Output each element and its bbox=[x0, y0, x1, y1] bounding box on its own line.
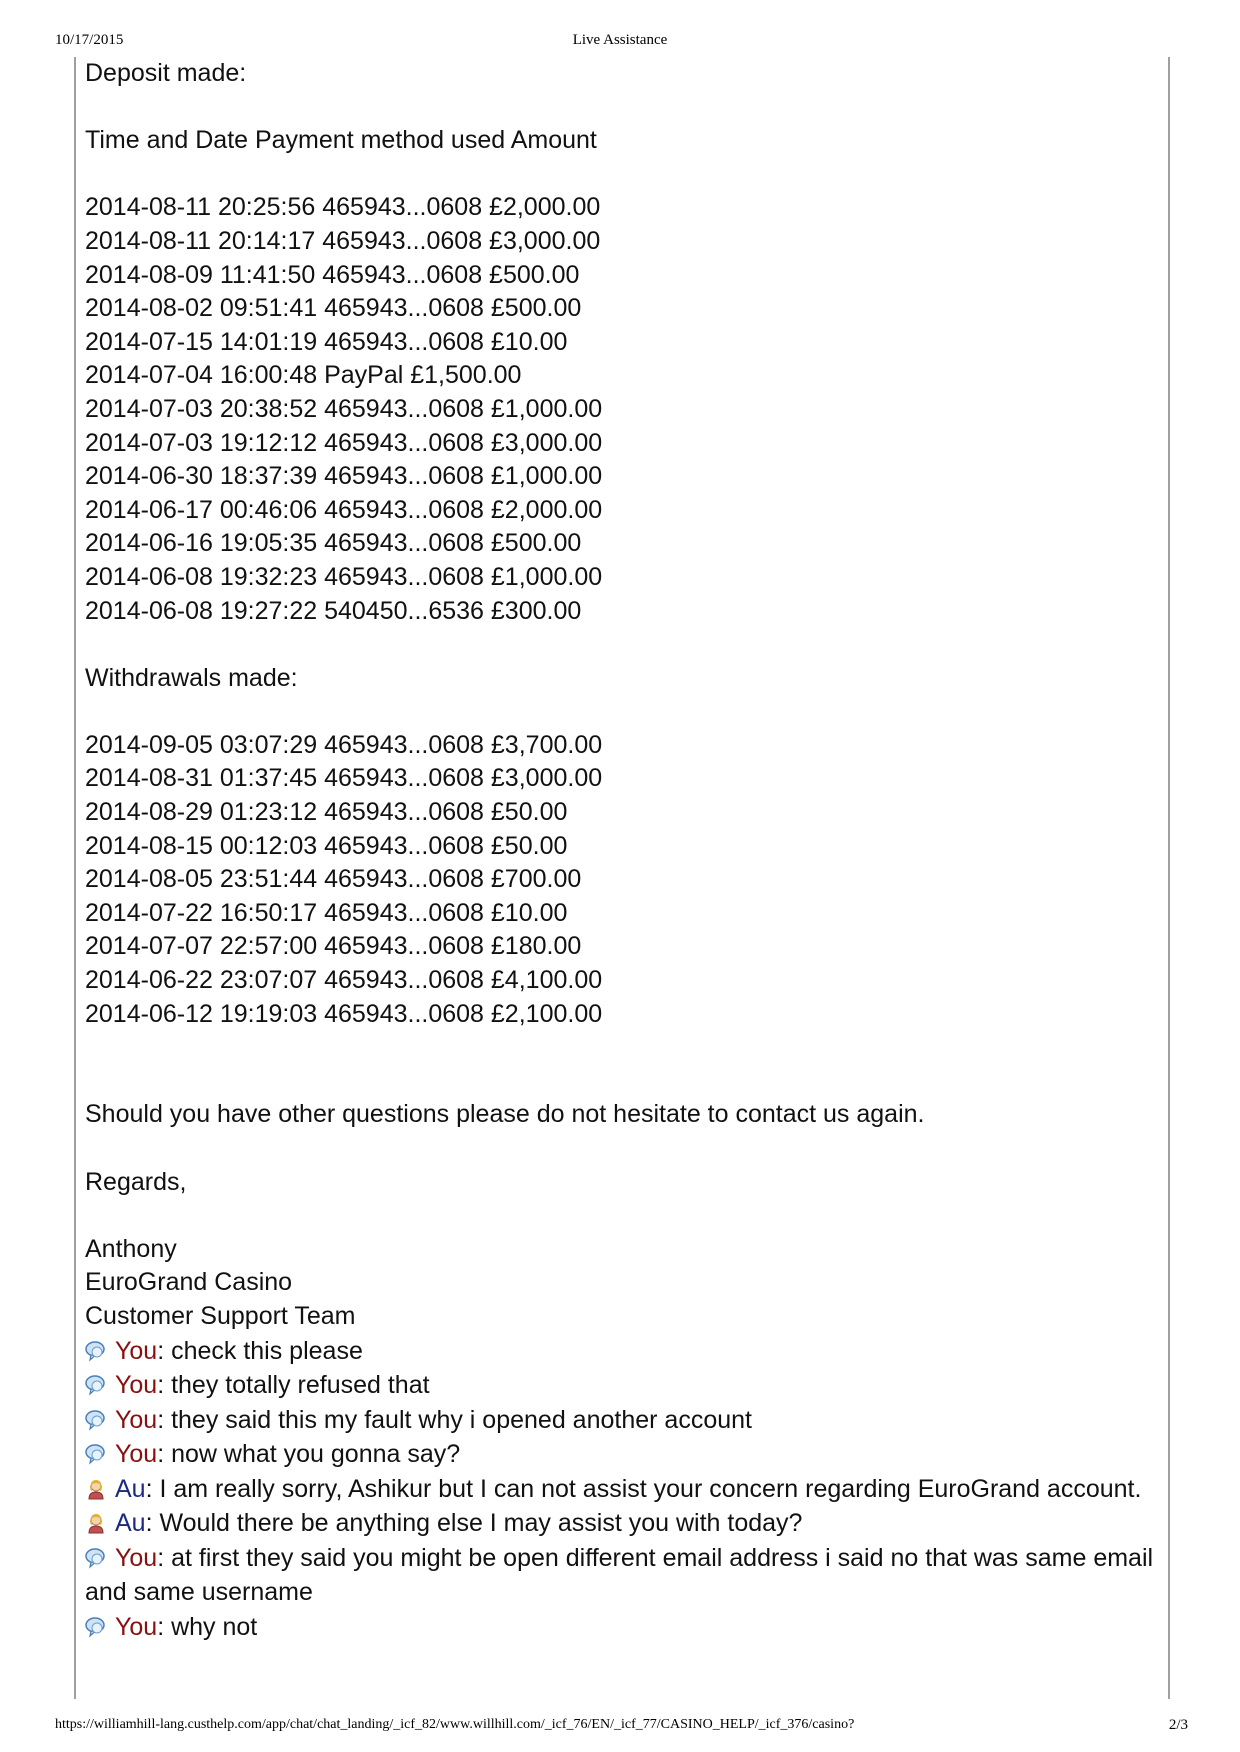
withdrawal-row: 2014-08-05 23:51:44 465943...0608 £700.00 bbox=[85, 865, 582, 894]
chat-text: : I am really sorry, Ashikur but I can not assist your concern regarding EuroGrand account. bbox=[145, 1474, 1142, 1503]
withdrawal-row: 2014-06-22 23:07:07 465943...0608 £4,100.00 bbox=[85, 966, 603, 995]
deposit-row: 2014-08-02 09:51:41 465943...0608 £500.00 bbox=[85, 294, 582, 323]
chat-bubble-icon bbox=[85, 1443, 107, 1465]
speaker-name: Au bbox=[115, 1474, 146, 1503]
spacer bbox=[85, 628, 1160, 662]
speaker-name: You bbox=[115, 1440, 158, 1469]
chat-text: : they said this my fault why i opened another account bbox=[157, 1405, 752, 1434]
spacer bbox=[85, 695, 1160, 729]
chat-message-agent bbox=[85, 1506, 1160, 1541]
speaker-name: You bbox=[115, 1612, 158, 1641]
chat-message-user bbox=[85, 1541, 1160, 1610]
frame-right-border bbox=[1168, 57, 1170, 1699]
speaker-name: You bbox=[115, 1543, 158, 1572]
deposit-row: 2014-06-16 19:05:35 465943...0608 £500.00 bbox=[85, 529, 582, 558]
agent-avatar-icon bbox=[85, 1478, 107, 1500]
deposit-row: 2014-06-17 00:46:06 465943...0608 £2,000.00 bbox=[85, 495, 603, 524]
withdrawal-row: 2014-09-05 03:07:29 465943...0608 £3,700.00 bbox=[85, 730, 603, 759]
chat-text: : now what you gonna say? bbox=[157, 1440, 461, 1469]
deposit-row: 2014-08-11 20:14:17 465943...0608 £3,000.00 bbox=[85, 226, 601, 255]
page-number: 2/3 bbox=[1168, 1717, 1188, 1733]
regards-text: Regards, bbox=[85, 1167, 187, 1196]
signature-company: EuroGrand Casino bbox=[85, 1268, 293, 1297]
chat-text: : at first they said you might be open different email address i said no that was same email and same username bbox=[85, 1543, 1154, 1607]
deposit-row: 2014-08-11 20:25:56 465943...0608 £2,000.00 bbox=[85, 193, 601, 222]
chat-message-user bbox=[85, 1334, 1160, 1369]
withdrawal-row: 2014-08-31 01:37:45 465943...0608 £3,000.00 bbox=[85, 764, 603, 793]
spacer bbox=[85, 1031, 1160, 1098]
chat-message-user bbox=[85, 1403, 1160, 1438]
deposit-row: 2014-07-03 20:38:52 465943...0608 £1,000.00 bbox=[85, 394, 603, 423]
chat-bubble-icon bbox=[85, 1409, 107, 1431]
speaker-name: You bbox=[115, 1405, 158, 1434]
signature-name: Anthony bbox=[85, 1234, 177, 1263]
deposit-list bbox=[85, 191, 1160, 628]
chat-bubble-icon bbox=[85, 1374, 107, 1396]
speaker-name: You bbox=[115, 1371, 158, 1400]
chat-text: : why not bbox=[157, 1612, 258, 1641]
spacer bbox=[85, 91, 1160, 125]
spacer bbox=[85, 1132, 1160, 1166]
print-header bbox=[0, 32, 1240, 52]
withdrawal-list bbox=[85, 729, 1160, 1031]
agent-avatar-icon bbox=[85, 1512, 107, 1534]
print-date: 10/17/2015 bbox=[55, 32, 124, 48]
closing-text: Should you have other questions please do not hesitate to contact us again. bbox=[85, 1100, 925, 1129]
chat-message-agent bbox=[85, 1472, 1160, 1507]
frame-left-border bbox=[74, 57, 76, 1699]
chat-transcript bbox=[85, 57, 1160, 1644]
deposits-heading: Deposit made: bbox=[85, 59, 247, 87]
withdrawals-heading: Withdrawals made: bbox=[85, 663, 298, 692]
deposit-row: 2014-06-30 18:37:39 465943...0608 £1,000.00 bbox=[85, 462, 603, 491]
withdrawal-row: 2014-08-15 00:12:03 465943...0608 £50.00 bbox=[85, 831, 568, 860]
chat-bubble-icon bbox=[85, 1616, 107, 1638]
deposit-row: 2014-07-04 16:00:48 PayPal £1,500.00 bbox=[85, 361, 522, 390]
table-header: Time and Date Payment method used Amount bbox=[85, 126, 597, 155]
withdrawal-row: 2014-07-22 16:50:17 465943...0608 £10.00 bbox=[85, 898, 568, 927]
chat-message-user bbox=[85, 1610, 1160, 1645]
withdrawal-row: 2014-07-07 22:57:00 465943...0608 £180.00 bbox=[85, 932, 582, 961]
deposit-row: 2014-08-09 11:41:50 465943...0608 £500.00 bbox=[85, 260, 580, 289]
chat-text: : Would there be anything else I may assist you with today? bbox=[145, 1509, 803, 1538]
deposit-row: 2014-06-08 19:27:22 540450...6536 £300.00 bbox=[85, 596, 582, 625]
signature-team: Customer Support Team bbox=[85, 1301, 356, 1330]
chat-bubble-icon bbox=[85, 1547, 107, 1569]
chat-text: : they totally refused that bbox=[157, 1371, 430, 1400]
speaker-name: You bbox=[115, 1336, 158, 1365]
chat-text: : check this please bbox=[157, 1336, 363, 1365]
spacer bbox=[85, 1199, 1160, 1233]
chat-messages bbox=[85, 1334, 1160, 1645]
deposit-row: 2014-06-08 19:32:23 465943...0608 £1,000.00 bbox=[85, 562, 603, 591]
speaker-name: Au bbox=[115, 1509, 146, 1538]
deposit-row: 2014-07-03 19:12:12 465943...0608 £3,000.00 bbox=[85, 428, 603, 457]
chat-message-user bbox=[85, 1437, 1160, 1472]
deposit-row: 2014-07-15 14:01:19 465943...0608 £10.00 bbox=[85, 327, 568, 356]
spacer bbox=[85, 158, 1160, 192]
withdrawal-row: 2014-06-12 19:19:03 465943...0608 £2,100.00 bbox=[85, 999, 603, 1028]
chat-bubble-icon bbox=[85, 1340, 107, 1362]
print-title: Live Assistance bbox=[572, 32, 668, 48]
chat-message-user bbox=[85, 1368, 1160, 1403]
print-footer bbox=[0, 1717, 1240, 1737]
page-url: https://williamhill-lang.custhelp.com/app/chat/chat_landing/_icf_82/www.willhill.com/_icf_76/EN/_icf_77/CASINO_HELP/_icf_376/casino? bbox=[55, 1717, 855, 1732]
withdrawal-row: 2014-08-29 01:23:12 465943...0608 £50.00 bbox=[85, 798, 568, 827]
